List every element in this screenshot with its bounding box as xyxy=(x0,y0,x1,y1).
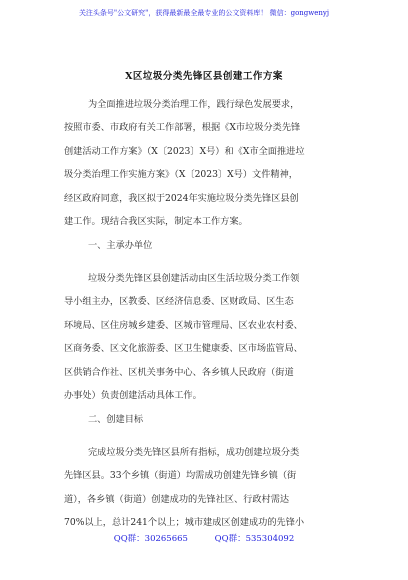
paragraph-2-line: 导小组主办，区教委、区经济信息委、区财政局、区生态 xyxy=(64,296,294,307)
page-footer xyxy=(0,532,408,544)
paragraph-2-line: 区供销合作社、区机关事务中心、各乡镇人民政府（街道 xyxy=(64,367,294,378)
footer-qq-group-2: QQ群：535304092 xyxy=(214,534,295,544)
paragraph-3-line: 完成垃圾分类先锋区县所有指标，成功创建垃圾分类 xyxy=(88,447,300,458)
section-heading-1: 一、主承办单位 xyxy=(88,240,153,251)
paragraph-3-line: 先锋区县。33个乡镇（街道）均需成功创建先锋乡镇（街 xyxy=(64,470,297,481)
paragraph-2-line: 区商务委、区文化旅游委、区卫生健康委、区市场监管局、 xyxy=(64,343,303,354)
paragraph-1-line: 圾分类治理工作实施方案》（X〔2023〕X号）文件精神， xyxy=(64,169,298,180)
document-title: X区垃圾分类先锋区县创建工作方案 xyxy=(125,71,283,82)
paragraph-3-line: 道），各乡镇（街道）创建成功的先锋社区、行政村需达 xyxy=(64,494,290,505)
paragraph-1-line: 建工作。现结合我区实际，制定本工作方案。 xyxy=(64,216,248,227)
paragraph-2-line: 垃圾分类先锋区县创建活动由区生活垃圾分类工作领 xyxy=(88,273,300,284)
paragraph-1-line: 为全面推进垃圾分类治理工作，践行绿色发展要求， xyxy=(88,99,300,110)
paragraph-2-line: 办事处）负责创建活动具体工作。 xyxy=(64,390,202,401)
paragraph-1-line: 经区政府同意，我区拟于2024年实施垃圾分类先锋区县创 xyxy=(64,193,299,204)
section-heading-2: 二、创建目标 xyxy=(88,414,144,425)
page-header-banner: 关注头条号"公文研究"，获得最新最全最专业的公文资料库！ 微信：gongwenyj xyxy=(78,9,330,17)
paragraph-1-line: 创建活动工作方案》（X〔2023〕X号）和《X市全面推进垃 xyxy=(64,146,305,157)
paragraph-2-line: 环境局、区住房城乡建委、区城市管理局、区农业农村委、 xyxy=(64,320,303,331)
paragraph-1-line: 按照市委、市政府有关工作部署，根据《X市垃圾分类先锋 xyxy=(64,122,301,133)
footer-qq-group-1: QQ群：30265665 xyxy=(113,534,188,544)
paragraph-3-line: 70%以上，总计241个以上；城市建成区创建成功的先锋小 xyxy=(64,517,305,528)
